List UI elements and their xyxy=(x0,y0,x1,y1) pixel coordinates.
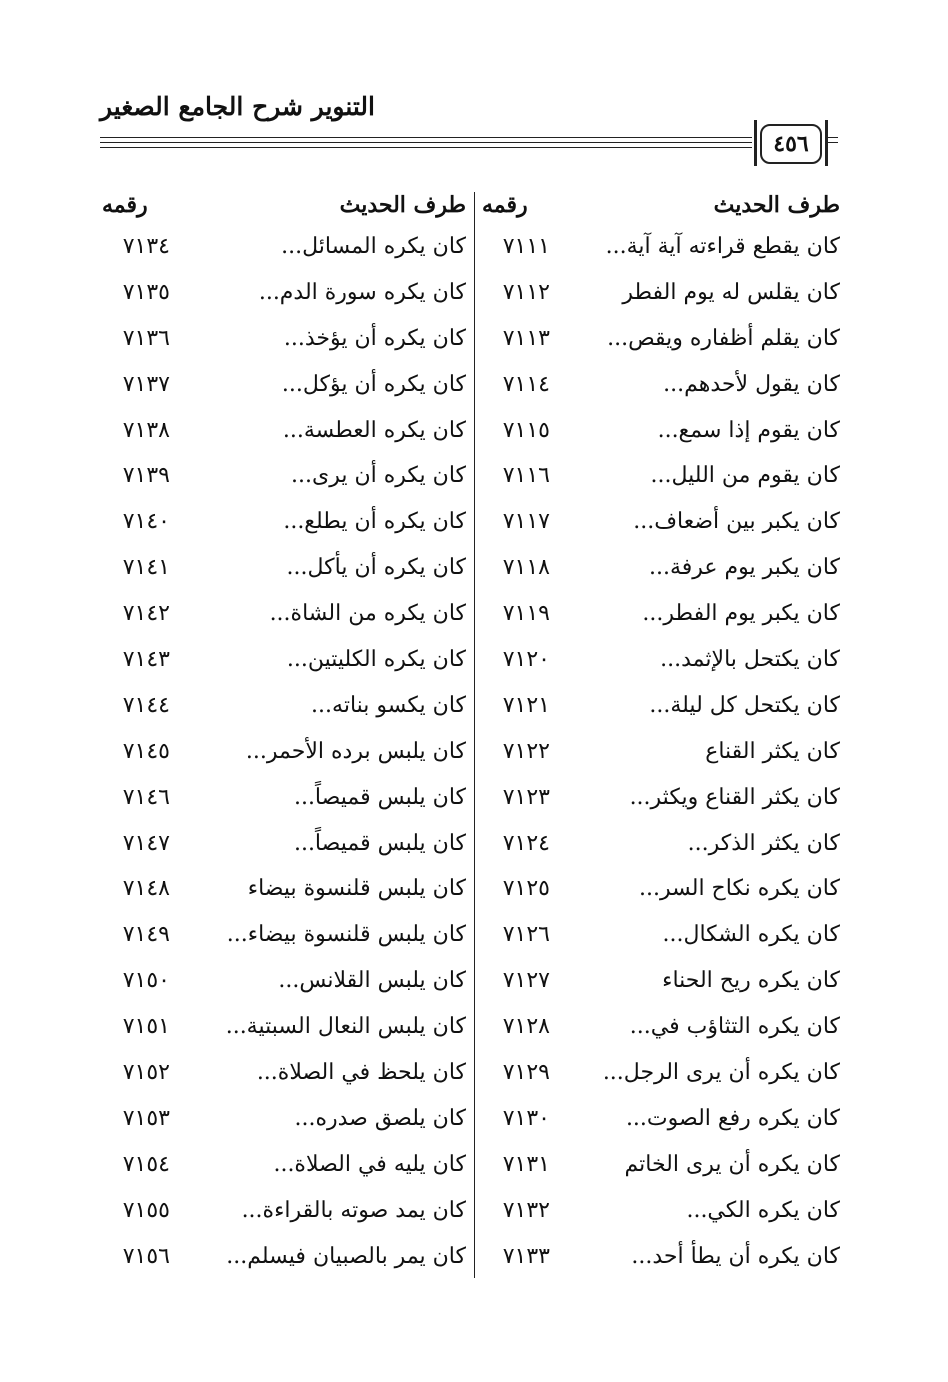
hadith-number-right: ٧١١٢ xyxy=(502,279,550,305)
hadith-text-right: كان يكتحل كل ليلة... xyxy=(649,692,840,718)
hadith-number-left: ٧١٣٧ xyxy=(122,371,170,397)
hadith-text-right: كان يكره التثاؤب في... xyxy=(629,1014,840,1040)
hadith-text-right: كان يكره نكاح السر... xyxy=(639,876,840,902)
hadith-number-right: ٧١٣٠ xyxy=(502,1105,550,1131)
hadith-number-right: ٧١٢٩ xyxy=(502,1060,550,1086)
table-row xyxy=(0,916,948,962)
hadith-number-left: ٧١٥٥ xyxy=(122,1197,170,1223)
hadith-text-right: كان يكتحل بالإثمد... xyxy=(660,647,840,673)
hadith-number-right: ٧١٢٦ xyxy=(502,922,550,948)
table-row xyxy=(0,962,948,1008)
hadith-number-right: ٧١١٦ xyxy=(502,463,550,489)
hadith-text-left: كان يلبس قميصاً... xyxy=(293,830,466,856)
hadith-number-right: ٧١١٥ xyxy=(502,417,550,443)
hadith-text-left: كان يكره أن يطلع... xyxy=(283,509,466,535)
hadith-number-right: ٧١١٣ xyxy=(502,325,550,351)
hadith-text-right: كان يكبر يوم الفطر... xyxy=(642,601,840,627)
table-row xyxy=(0,366,948,412)
hadith-text-right: كان يقلم أظفاره ويقص... xyxy=(607,325,840,351)
hadith-text-right: كان يكبر بين أضعاف... xyxy=(633,509,840,535)
hadith-number-left: ٧١٥٢ xyxy=(122,1060,170,1086)
hadith-number-right: ٧١٣١ xyxy=(502,1151,550,1177)
hadith-text-left: كان يكره المسائل... xyxy=(281,234,466,259)
hadith-text-left: كان يكره سورة الدم... xyxy=(258,279,466,305)
hadith-number-left: ٧١٤٦ xyxy=(122,784,170,810)
hadith-number-left: ٧١٣٤ xyxy=(122,234,170,259)
hadith-text-left: كان يكره الكليتين... xyxy=(286,647,466,673)
hadith-number-right: ٧١١٧ xyxy=(502,509,550,535)
hadith-number-right: ٧١٢٧ xyxy=(502,968,550,994)
hadith-text-left: كان يكره أن يؤخذ... xyxy=(283,325,466,351)
hadith-number-left: ٧١٣٥ xyxy=(122,279,170,305)
hadith-number-right: ٧١١٤ xyxy=(502,371,550,397)
table-row xyxy=(0,503,948,549)
header-number-right: رقمه xyxy=(482,192,528,218)
hadith-number-right: ٧١١١ xyxy=(502,234,550,259)
hadith-text-left: كان يلبس قميصاً... xyxy=(293,784,466,810)
table-row xyxy=(0,320,948,366)
table-row xyxy=(0,549,948,595)
hadith-number-left: ٧١٤٢ xyxy=(122,601,170,627)
hadith-text-left: كان يلبس برده الأحمر... xyxy=(245,738,466,764)
hadith-text-left: كان يكره العطسة... xyxy=(282,417,466,443)
header-hadith-left: طرف الحديث xyxy=(339,192,466,218)
hadith-number-left: ٧١٣٨ xyxy=(122,417,170,443)
book-title: التنوير شرح الجامع الصغير xyxy=(100,92,375,121)
hadith-text-left: كان يلحظ في الصلاة... xyxy=(256,1060,466,1086)
hadith-text-left: كان يكره أن يرى... xyxy=(291,463,466,489)
hadith-index-table xyxy=(0,228,948,1283)
hadith-number-right: ٧١٢٣ xyxy=(502,784,550,810)
hadith-number-left: ٧١٥٠ xyxy=(122,968,170,994)
hadith-number-right: ٧١٢٠ xyxy=(502,647,550,673)
table-row xyxy=(0,595,948,641)
table-row xyxy=(0,274,948,320)
hadith-number-left: ٧١٤٥ xyxy=(122,738,170,764)
header-hadith-right: طرف الحديث xyxy=(713,192,840,218)
table-row xyxy=(0,733,948,779)
header-rule xyxy=(100,142,752,143)
table-row xyxy=(0,1238,948,1284)
hadith-number-right: ٧١٣٢ xyxy=(502,1197,550,1223)
header-number-left: رقمه xyxy=(102,192,148,218)
hadith-text-left: كان يمر بالصبيان فيسلم... xyxy=(226,1243,466,1269)
table-row xyxy=(0,228,948,274)
hadith-number-left: ٧١٥٣ xyxy=(122,1105,170,1131)
hadith-number-right: ٧١٢٤ xyxy=(502,830,550,856)
hadith-text-right: كان يكثر القناع ويكثر... xyxy=(629,784,840,810)
header-rule xyxy=(100,137,752,138)
hadith-text-right: كان يكره أن يطأ أحد... xyxy=(631,1243,840,1269)
hadith-number-right: ٧١٢٢ xyxy=(502,738,550,764)
hadith-number-right: ٧١١٩ xyxy=(502,601,550,627)
hadith-number-left: ٧١٤٩ xyxy=(122,922,170,948)
hadith-text-left: كان يلبس قلنسوة بيضاء xyxy=(247,876,466,902)
hadith-text-right: كان يكثر الذكر... xyxy=(687,830,840,856)
hadith-text-right: كان يكره أن يرى الخاتم xyxy=(624,1151,840,1177)
hadith-number-right: ٧١٢٥ xyxy=(502,876,550,902)
hadith-number-right: ٧١٢١ xyxy=(502,692,550,718)
page-number-frame xyxy=(760,124,822,164)
hadith-number-left: ٧١٤٣ xyxy=(122,647,170,673)
table-row xyxy=(0,1054,948,1100)
hadith-text-left: كان يلبس قلنسوة بيضاء... xyxy=(226,922,466,948)
hadith-text-right: كان يكثر القناع xyxy=(705,738,840,764)
table-row xyxy=(0,457,948,503)
hadith-text-right: كان يكبر يوم عرفة... xyxy=(648,555,840,581)
table-row xyxy=(0,1100,948,1146)
hadith-number-left: ٧١٥٤ xyxy=(122,1151,170,1177)
table-row xyxy=(0,870,948,916)
hadith-text-left: كان يكسو بناته... xyxy=(311,692,466,718)
hadith-text-right: كان يكره الكي... xyxy=(686,1197,840,1223)
hadith-text-right: كان يقطع قراءته آية آية... xyxy=(605,234,840,259)
hadith-number-left: ٧١٥٦ xyxy=(122,1243,170,1269)
table-row xyxy=(0,1008,948,1054)
hadith-text-left: كان يكره من الشاة... xyxy=(269,601,466,627)
hadith-text-left: كان يلصق صدره... xyxy=(294,1105,466,1131)
table-row xyxy=(0,1192,948,1238)
hadith-text-right: كان يكره أن يرى الرجل... xyxy=(602,1060,840,1086)
hadith-text-right: كان يكره رفع الصوت... xyxy=(625,1105,840,1131)
hadith-text-left: كان يمد صوته بالقراءة... xyxy=(241,1197,466,1223)
hadith-number-left: ٧١٤٤ xyxy=(122,692,170,718)
header-rule xyxy=(100,147,752,148)
hadith-number-left: ٧١٤١ xyxy=(122,555,170,581)
hadith-text-right: كان يقوم إذا سمع... xyxy=(657,417,840,443)
hadith-text-left: كان يكره أن يؤكل... xyxy=(281,371,466,397)
hadith-number-left: ٧١٤٧ xyxy=(122,830,170,856)
hadith-number-left: ٧١٤٨ xyxy=(122,876,170,902)
page-number: ٤٥٦ xyxy=(773,131,809,157)
hadith-text-left: كان يكره أن يأكل... xyxy=(286,555,466,581)
hadith-number-right: ٧١٢٨ xyxy=(502,1014,550,1040)
hadith-text-right: كان يقوم من الليل... xyxy=(650,463,840,489)
table-row xyxy=(0,825,948,871)
hadith-number-right: ٧١٣٣ xyxy=(502,1243,550,1269)
table-row xyxy=(0,779,948,825)
hadith-number-left: ٧١٣٦ xyxy=(122,325,170,351)
table-row xyxy=(0,641,948,687)
hadith-text-left: كان يلبس النعال السبتية... xyxy=(225,1014,466,1040)
hadith-text-right: كان يقول لأحدهم... xyxy=(663,371,840,397)
table-row xyxy=(0,412,948,458)
table-row xyxy=(0,1146,948,1192)
table-row xyxy=(0,687,948,733)
hadith-text-right: كان يقلس له يوم الفطر xyxy=(622,279,840,305)
hadith-text-left: كان يليه في الصلاة... xyxy=(273,1151,466,1177)
hadith-number-left: ٧١٣٩ xyxy=(122,463,170,489)
hadith-number-right: ٧١١٨ xyxy=(502,555,550,581)
hadith-text-right: كان يكره ريح الحناء xyxy=(662,968,840,994)
hadith-number-left: ٧١٤٠ xyxy=(122,509,170,535)
hadith-text-left: كان يلبس القلانس... xyxy=(278,968,466,994)
hadith-text-right: كان يكره الشكال... xyxy=(662,922,840,948)
hadith-number-left: ٧١٥١ xyxy=(122,1014,170,1040)
